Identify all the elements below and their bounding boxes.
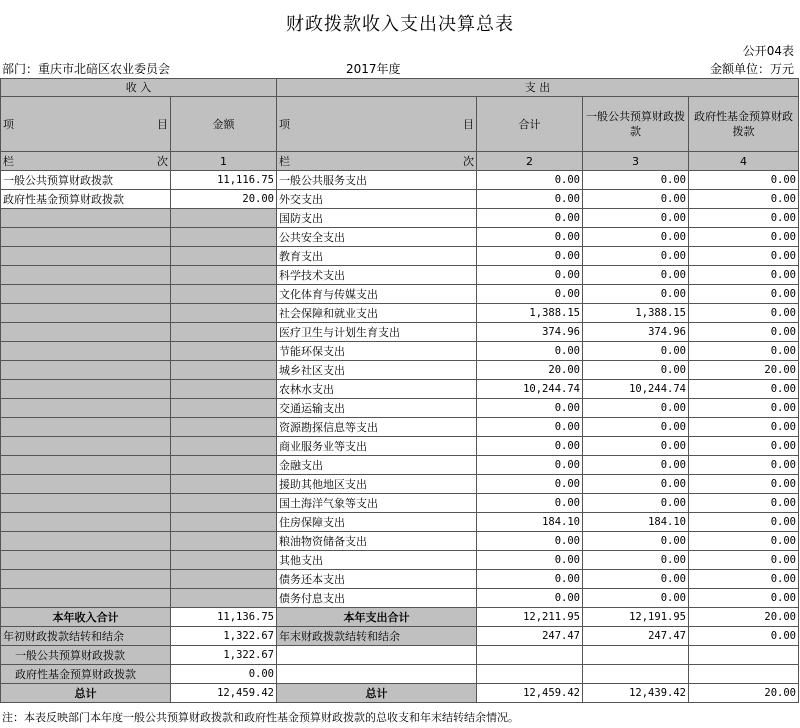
- expense-item: 节能环保支出: [277, 342, 477, 361]
- begin-fund-row: [1, 665, 799, 684]
- expense-fund: 0.00: [689, 190, 799, 209]
- income-item: [1, 418, 171, 437]
- begin-general: 1,322.67: [171, 646, 277, 665]
- expense-fund: 0.00: [689, 475, 799, 494]
- report-title: 财政拨款收入支出决算总表: [286, 14, 514, 35]
- expense-item: 商业服务业等支出: [277, 437, 477, 456]
- expense-fund: 0.00: [689, 456, 799, 475]
- income-total: 11,136.75: [171, 608, 277, 627]
- expense-item: 教育支出: [277, 247, 477, 266]
- income-item: [1, 456, 171, 475]
- table-row: [1, 361, 799, 380]
- expense-item: 交通运输支出: [277, 399, 477, 418]
- expense-fund: 0.00: [689, 209, 799, 228]
- expense-fund: 0.00: [689, 532, 799, 551]
- income-item: 政府性基金预算财政拨款: [1, 190, 171, 209]
- grand-total-row: [1, 684, 799, 703]
- col-label-expense: 栏 次: [277, 152, 477, 171]
- expense-fund: 0.00: [689, 589, 799, 608]
- income-item-header: 项 目: [1, 97, 171, 152]
- table-row: [1, 190, 799, 209]
- expense-general: 0.00: [583, 361, 689, 380]
- income-amount: [171, 551, 277, 570]
- expense-general: 0.00: [583, 171, 689, 190]
- department: 部门：重庆市北碚区农业委员会: [2, 62, 171, 76]
- table-row: [1, 399, 799, 418]
- table-row: [1, 589, 799, 608]
- budget-table: [0, 78, 799, 703]
- expense-general: 0.00: [583, 342, 689, 361]
- income-item: [1, 532, 171, 551]
- expense-total: 374.96: [477, 323, 583, 342]
- grand-total-out: 12,459.42: [477, 684, 583, 703]
- income-total-label: 本年收入合计: [1, 608, 171, 627]
- end-balance-fund: 0.00: [689, 627, 799, 646]
- expense-general: 0.00: [583, 418, 689, 437]
- income-item: [1, 285, 171, 304]
- empty-cell: [583, 665, 689, 684]
- annual-total-row: [1, 608, 799, 627]
- income-amount: [171, 399, 277, 418]
- grand-total-out-label: 总计: [277, 684, 477, 703]
- table-row: [1, 342, 799, 361]
- expense-fund: 0.00: [689, 551, 799, 570]
- expense-general: 0.00: [583, 494, 689, 513]
- income-amount: [171, 570, 277, 589]
- expense-item: 文化体育与传媒支出: [277, 285, 477, 304]
- table-row: [1, 304, 799, 323]
- income-item: [1, 551, 171, 570]
- expense-general: 10,244.74: [583, 380, 689, 399]
- grand-total-fund: 20.00: [689, 684, 799, 703]
- fund-budget-header: 政府性基金预算财政拨款: [689, 97, 799, 152]
- expense-item-header: 项 目: [277, 97, 477, 152]
- expense-item: 一般公共服务支出: [277, 171, 477, 190]
- table-row: [1, 551, 799, 570]
- expense-general: 1,388.15: [583, 304, 689, 323]
- expense-item: 外交支出: [277, 190, 477, 209]
- expense-item: 社会保障和就业支出: [277, 304, 477, 323]
- income-item: [1, 266, 171, 285]
- expense-general: 0.00: [583, 551, 689, 570]
- expense-fund: 20.00: [689, 361, 799, 380]
- income-amount: [171, 418, 277, 437]
- income-amount: [171, 228, 277, 247]
- empty-cell: [277, 665, 477, 684]
- empty-cell: [689, 665, 799, 684]
- begin-general-label: 一般公共预算财政拨款: [1, 646, 171, 665]
- expense-general: 0.00: [583, 570, 689, 589]
- empty-cell: [477, 665, 583, 684]
- table-row: [1, 228, 799, 247]
- expense-fund: 0.00: [689, 247, 799, 266]
- expense-fund: 0.00: [689, 570, 799, 589]
- expense-general: 0.00: [583, 247, 689, 266]
- expense-general: 374.96: [583, 323, 689, 342]
- table-row: [1, 494, 799, 513]
- report-year: 2017年度: [346, 62, 401, 76]
- table-row: [1, 532, 799, 551]
- expense-item: 其他支出: [277, 551, 477, 570]
- table-row: [1, 247, 799, 266]
- expense-general: 0.00: [583, 190, 689, 209]
- expense-item: 城乡社区支出: [277, 361, 477, 380]
- expense-fund: 0.00: [689, 171, 799, 190]
- col-label: 栏 次: [1, 152, 171, 171]
- header-row-top: [1, 79, 799, 97]
- begin-general-row: [1, 646, 799, 665]
- expense-total: 0.00: [477, 437, 583, 456]
- end-balance-label: 年末财政拨款结转和结余: [277, 627, 477, 646]
- expense-general: 0.00: [583, 285, 689, 304]
- expense-item: 医疗卫生与计划生育支出: [277, 323, 477, 342]
- begin-fund: 0.00: [171, 665, 277, 684]
- footnote: 注：本表反映部门本年度一般公共预算财政拨款和政府性基金预算财政拨款的总收支和年末结转结余情况。: [2, 711, 519, 724]
- col-index-1: 1: [171, 152, 277, 171]
- expense-general: 0.00: [583, 399, 689, 418]
- income-amount: 20.00: [171, 190, 277, 209]
- expense-general: 0.00: [583, 266, 689, 285]
- income-item: [1, 589, 171, 608]
- col-index-4: 4: [689, 152, 799, 171]
- expense-total: 0.00: [477, 266, 583, 285]
- empty-cell: [477, 646, 583, 665]
- expense-total: 1,388.15: [477, 304, 583, 323]
- carryover-row: [1, 627, 799, 646]
- header-row-columns: [1, 97, 799, 152]
- expense-total: 0.00: [477, 247, 583, 266]
- amount-unit: 金额单位：万元: [709, 62, 794, 76]
- expense-total: 0.00: [477, 190, 583, 209]
- income-item: [1, 513, 171, 532]
- expense-fund: 0.00: [689, 437, 799, 456]
- income-item: [1, 228, 171, 247]
- income-item: [1, 437, 171, 456]
- empty-cell: [689, 646, 799, 665]
- income-amount: 11,116.75: [171, 171, 277, 190]
- expense-item: 科学技术支出: [277, 266, 477, 285]
- expense-general: 0.00: [583, 228, 689, 247]
- income-amount: [171, 589, 277, 608]
- income-amount: [171, 285, 277, 304]
- income-amount: [171, 513, 277, 532]
- begin-balance: 1,322.67: [171, 627, 277, 646]
- income-amount-header: 金额: [171, 97, 277, 152]
- expense-total: 0.00: [477, 418, 583, 437]
- column-index-row: [1, 152, 799, 171]
- income-item: [1, 361, 171, 380]
- begin-balance-label: 年初财政拨款结转和结余: [1, 627, 171, 646]
- table-row: [1, 380, 799, 399]
- expense-total: 0.00: [477, 456, 583, 475]
- income-item: [1, 247, 171, 266]
- expense-fund: 0.00: [689, 418, 799, 437]
- income-item: 一般公共预算财政拨款: [1, 171, 171, 190]
- empty-cell: [277, 646, 477, 665]
- expense-total-general: 12,191.95: [583, 608, 689, 627]
- table-row: [1, 456, 799, 475]
- end-balance-general: 247.47: [583, 627, 689, 646]
- table-row: [1, 285, 799, 304]
- income-amount: [171, 475, 277, 494]
- expense-general: 0.00: [583, 209, 689, 228]
- table-row: [1, 171, 799, 190]
- expense-header: 支 出: [277, 79, 799, 97]
- expense-fund: 0.00: [689, 342, 799, 361]
- income-header: 收 入: [1, 79, 277, 97]
- expense-total: 0.00: [477, 475, 583, 494]
- income-item: [1, 342, 171, 361]
- table-row: [1, 323, 799, 342]
- income-amount: [171, 361, 277, 380]
- expense-total: 0.00: [477, 209, 583, 228]
- expense-item: 国防支出: [277, 209, 477, 228]
- expense-item: 住房保障支出: [277, 513, 477, 532]
- income-amount: [171, 494, 277, 513]
- expense-total-fund: 20.00: [689, 608, 799, 627]
- form-code: 公开04表: [742, 44, 794, 58]
- expense-general: 0.00: [583, 475, 689, 494]
- col-index-3: 3: [583, 152, 689, 171]
- grand-total-in-label: 总计: [1, 684, 171, 703]
- income-item: [1, 209, 171, 228]
- expense-item: 资源勘探信息等支出: [277, 418, 477, 437]
- table-row: [1, 418, 799, 437]
- table-row: [1, 513, 799, 532]
- expense-fund: 0.00: [689, 513, 799, 532]
- income-amount: [171, 323, 277, 342]
- expense-item: 债务还本支出: [277, 570, 477, 589]
- expense-total: 0.00: [477, 494, 583, 513]
- expense-general: 0.00: [583, 589, 689, 608]
- income-item: [1, 475, 171, 494]
- expense-item: 金融支出: [277, 456, 477, 475]
- expense-general: 0.00: [583, 437, 689, 456]
- income-item: [1, 323, 171, 342]
- begin-fund-label: 政府性基金预算财政拨款: [1, 665, 171, 684]
- income-amount: [171, 247, 277, 266]
- table-row: [1, 475, 799, 494]
- expense-general: 184.10: [583, 513, 689, 532]
- expense-item: 公共安全支出: [277, 228, 477, 247]
- grand-total-in: 12,459.42: [171, 684, 277, 703]
- expense-general: 0.00: [583, 456, 689, 475]
- expense-total: 0.00: [477, 228, 583, 247]
- expense-item: 国土海洋气象等支出: [277, 494, 477, 513]
- expense-fund: 0.00: [689, 228, 799, 247]
- expense-general: 0.00: [583, 532, 689, 551]
- expense-fund: 0.00: [689, 380, 799, 399]
- table-row: [1, 437, 799, 456]
- income-amount: [171, 266, 277, 285]
- income-amount: [171, 304, 277, 323]
- expense-total: 0.00: [477, 285, 583, 304]
- expense-total: 0.00: [477, 399, 583, 418]
- expense-total: 10,244.74: [477, 380, 583, 399]
- income-amount: [171, 456, 277, 475]
- expense-total-label: 本年支出合计: [277, 608, 477, 627]
- general-budget-header: 一般公共预算财政拨款: [583, 97, 689, 152]
- col-index-2: 2: [477, 152, 583, 171]
- expense-fund: 0.00: [689, 399, 799, 418]
- expense-item: 债务付息支出: [277, 589, 477, 608]
- income-item: [1, 304, 171, 323]
- empty-cell: [583, 646, 689, 665]
- expense-total: 0.00: [477, 342, 583, 361]
- expense-fund: 0.00: [689, 266, 799, 285]
- table-row: [1, 266, 799, 285]
- expense-total: 12,211.95: [477, 608, 583, 627]
- expense-total: 0.00: [477, 589, 583, 608]
- expense-fund: 0.00: [689, 285, 799, 304]
- grand-total-general: 12,439.42: [583, 684, 689, 703]
- expense-item: 农林水支出: [277, 380, 477, 399]
- expense-fund: 0.00: [689, 304, 799, 323]
- income-item: [1, 380, 171, 399]
- table-row: [1, 209, 799, 228]
- income-amount: [171, 532, 277, 551]
- expense-total: 0.00: [477, 532, 583, 551]
- table-row: [1, 570, 799, 589]
- total-header: 合计: [477, 97, 583, 152]
- income-item: [1, 570, 171, 589]
- income-amount: [171, 437, 277, 456]
- income-amount: [171, 209, 277, 228]
- expense-total: 0.00: [477, 551, 583, 570]
- expense-total: 20.00: [477, 361, 583, 380]
- expense-total: 184.10: [477, 513, 583, 532]
- expense-total: 0.00: [477, 171, 583, 190]
- income-item: [1, 494, 171, 513]
- expense-item: 援助其他地区支出: [277, 475, 477, 494]
- income-amount: [171, 380, 277, 399]
- end-balance-total: 247.47: [477, 627, 583, 646]
- expense-fund: 0.00: [689, 494, 799, 513]
- income-item: [1, 399, 171, 418]
- expense-item: 粮油物资储备支出: [277, 532, 477, 551]
- expense-fund: 0.00: [689, 323, 799, 342]
- expense-total: 0.00: [477, 570, 583, 589]
- income-amount: [171, 342, 277, 361]
